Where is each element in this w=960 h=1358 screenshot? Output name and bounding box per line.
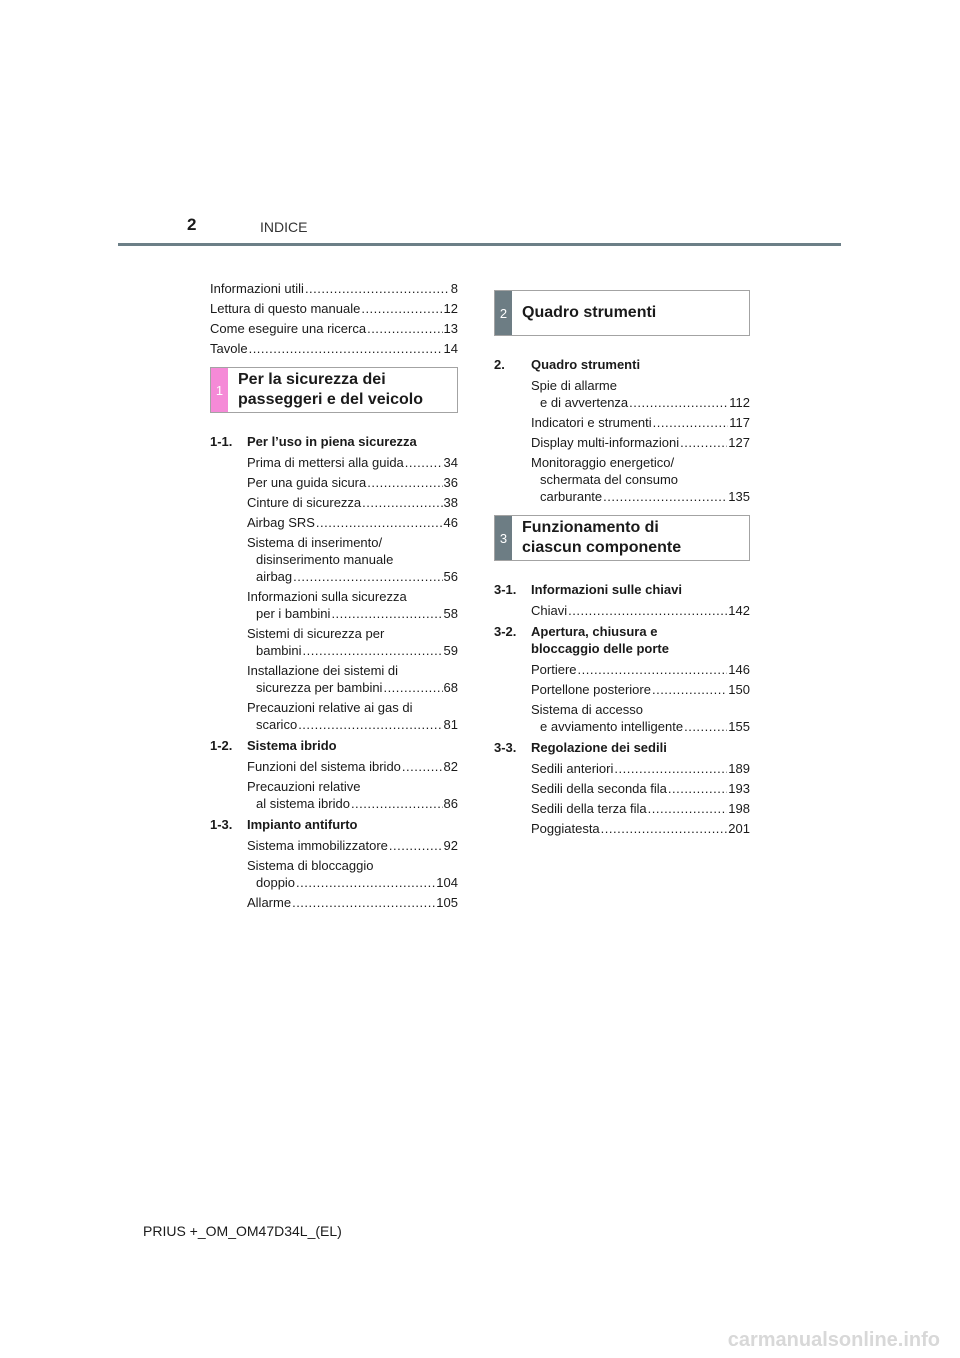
toc-entry-last-line xyxy=(247,454,458,471)
dot-leader xyxy=(614,760,727,777)
toc-page: 36 xyxy=(443,475,458,490)
toc-entry[interactable] xyxy=(247,494,458,511)
dot-leader xyxy=(389,837,443,854)
toc-entry[interactable] xyxy=(247,474,458,491)
section-title-text: Apertura, chiusura e xyxy=(531,624,658,639)
section-code: 1-2. xyxy=(210,738,233,753)
toc-page: 56 xyxy=(443,569,458,584)
toc-entry-last-line xyxy=(247,568,458,585)
section-title xyxy=(531,356,750,373)
chapter-tab: 1 xyxy=(211,368,228,412)
toc-page: 150 xyxy=(728,682,750,697)
section-title xyxy=(531,581,750,598)
toc-page: 189 xyxy=(728,761,750,776)
toc-entry[interactable] xyxy=(531,414,750,431)
toc-entry-text: Prima di mettersi alla guida xyxy=(247,455,404,470)
dot-leader xyxy=(603,488,727,505)
toc-entry-text: Poggiatesta xyxy=(531,821,600,836)
section-title xyxy=(531,623,750,657)
toc-entry-text: Sistema di bloccaggio xyxy=(247,858,374,873)
section-title-text: Regolazione dei sedili xyxy=(531,740,667,755)
toc-page: 193 xyxy=(728,781,750,796)
dot-leader xyxy=(684,718,727,735)
dot-leader xyxy=(351,795,443,812)
dot-leader xyxy=(361,300,442,317)
toc-entry-last-line xyxy=(247,514,458,531)
toc-page: 142 xyxy=(728,603,750,618)
toc-link[interactable] xyxy=(210,320,458,337)
toc-page: 82 xyxy=(443,759,458,774)
toc-page: 86 xyxy=(443,796,458,811)
toc-entry-text: Sistema di accesso xyxy=(531,702,643,717)
toc-entry-text: bambini xyxy=(256,643,302,658)
section-heading[interactable] xyxy=(210,737,458,754)
section-heading[interactable] xyxy=(210,816,458,833)
toc-page: 34 xyxy=(443,455,458,470)
toc-entry-text: airbag xyxy=(256,569,293,584)
dot-leader xyxy=(367,320,442,337)
toc-entry[interactable] xyxy=(247,857,458,891)
toc-entry[interactable] xyxy=(247,837,458,854)
toc-page: 201 xyxy=(728,821,750,836)
dot-leader xyxy=(383,679,442,696)
toc-label: Come eseguire una ricerca xyxy=(210,321,367,336)
toc-entry-text: Monitoraggio energetico/ xyxy=(531,455,675,470)
dot-leader xyxy=(578,661,728,678)
toc-entry-last-line xyxy=(247,474,458,491)
toc-page: 68 xyxy=(443,680,458,695)
toc-entry-text: Sistema di inserimento/ xyxy=(247,535,383,550)
section-heading[interactable] xyxy=(494,739,750,756)
toc-entry[interactable] xyxy=(531,780,750,797)
toc-entry-text: Sistemi di sicurezza per xyxy=(247,626,385,641)
toc-entry[interactable] xyxy=(531,661,750,678)
toc-entry-text: Portiere xyxy=(531,662,577,677)
section-title-text: Sistema ibrido xyxy=(247,738,337,753)
dot-leader xyxy=(305,280,450,297)
toc-entry-last-line xyxy=(531,800,750,817)
toc-entry-text: Precauzioni relative ai gas di xyxy=(247,700,413,715)
toc-entry-last-line xyxy=(247,642,458,659)
dot-leader xyxy=(653,414,729,431)
toc-page: 58 xyxy=(443,606,458,621)
toc-entry-text: Precauzioni relative xyxy=(247,779,361,794)
toc-entry[interactable] xyxy=(531,760,750,777)
toc-page: 104 xyxy=(436,875,458,890)
section-heading[interactable] xyxy=(210,433,458,450)
toc-entry-last-line xyxy=(247,894,458,911)
section-title-text: Per l’uso in piena sicurezza xyxy=(247,434,417,449)
toc-page: 92 xyxy=(443,838,458,853)
section-code: 3-2. xyxy=(494,624,517,639)
toc-page: 8 xyxy=(450,281,458,296)
toc-entry-last-line xyxy=(531,661,750,678)
toc-entry-text: Indicatori e strumenti xyxy=(531,415,652,430)
toc-entry-text: Chiavi xyxy=(531,603,568,618)
toc-right-column xyxy=(494,280,750,840)
toc-entry-last-line xyxy=(247,795,458,812)
dot-leader xyxy=(296,874,435,891)
chapter-title xyxy=(228,368,433,412)
toc-entry[interactable] xyxy=(247,758,458,775)
toc-entry[interactable] xyxy=(531,701,750,735)
toc-entry-text: Sedili della terza fila xyxy=(531,801,647,816)
toc-entry-text: Sedili anteriori xyxy=(531,761,614,776)
section-title xyxy=(531,739,750,756)
chapter-title-line: Quadro strumenti xyxy=(522,304,657,321)
section-code: 3-1. xyxy=(494,582,517,597)
header-rule xyxy=(118,243,841,246)
section-code: 3-3. xyxy=(494,740,517,755)
toc-entry-last-line xyxy=(247,874,458,891)
toc-link[interactable] xyxy=(210,280,458,297)
toc-entry[interactable] xyxy=(531,820,750,837)
dot-leader xyxy=(648,800,728,817)
toc-entry[interactable] xyxy=(247,534,458,585)
toc-entry-text: schermata del consumo xyxy=(540,472,679,487)
toc-entry-last-line xyxy=(531,488,750,505)
section-title-text: bloccaggio delle porte xyxy=(531,641,669,656)
chapter-tab: 2 xyxy=(495,291,512,335)
toc-page: 81 xyxy=(443,717,458,732)
toc-entry[interactable] xyxy=(531,800,750,817)
watermark: carmanualsonline.info xyxy=(727,1329,940,1351)
toc-page: 146 xyxy=(728,662,750,677)
dot-leader xyxy=(303,642,443,659)
toc-entry[interactable] xyxy=(531,434,750,451)
toc-entry-text: al sistema ibrido xyxy=(256,796,350,811)
chapter-title-line: Per la sicurezza dei xyxy=(238,371,386,388)
toc-entry-last-line xyxy=(247,605,458,622)
toc-entry-last-line xyxy=(531,820,750,837)
section-code: 1-3. xyxy=(210,817,233,832)
toc-entry-last-line xyxy=(531,760,750,777)
toc-entry-last-line xyxy=(247,837,458,854)
section-title xyxy=(247,433,458,450)
chapter-title xyxy=(512,291,666,335)
toc-page: 135 xyxy=(728,489,750,504)
page-header xyxy=(0,0,960,250)
section-code: 1-1. xyxy=(210,434,233,449)
section-title xyxy=(247,737,458,754)
toc-entry-last-line xyxy=(531,434,750,451)
chapter-title-line: passeggeri e del veicolo xyxy=(238,391,423,408)
toc-entry[interactable] xyxy=(247,699,458,733)
toc-label: Tavole xyxy=(210,341,248,356)
toc-entry-text: Portellone posteriore xyxy=(531,682,651,697)
toc-entry-text: Funzioni del sistema ibrido xyxy=(247,759,401,774)
toc-left-column xyxy=(210,280,458,914)
toc-entry[interactable] xyxy=(531,454,750,505)
chapter-title-line: Funzionamento di xyxy=(522,519,659,536)
dot-leader xyxy=(331,605,442,622)
chapter-header[interactable] xyxy=(494,515,750,561)
toc-page: 38 xyxy=(443,495,458,510)
toc-entry-last-line xyxy=(247,716,458,733)
dot-leader xyxy=(367,474,442,491)
toc-entry-text: Sedili della seconda fila xyxy=(531,781,667,796)
toc-entry[interactable] xyxy=(531,377,750,411)
toc-entry-last-line xyxy=(531,681,750,698)
toc-entry-text: Sistema immobilizzatore xyxy=(247,838,388,853)
toc-entry[interactable] xyxy=(247,514,458,531)
doc-code: PRIUS +_OM_OM47D34L_(EL) xyxy=(143,1223,342,1239)
toc-entry[interactable] xyxy=(247,662,458,696)
header-title: INDICE xyxy=(260,219,308,235)
toc-label: Informazioni utili xyxy=(210,281,304,296)
toc-label: Lettura di questo manuale xyxy=(210,301,361,316)
dot-leader xyxy=(362,494,442,511)
dot-leader xyxy=(629,394,728,411)
toc-link[interactable] xyxy=(210,340,458,357)
section-code: 2. xyxy=(494,357,505,372)
dot-leader xyxy=(316,514,443,531)
section-title-text: Quadro strumenti xyxy=(531,357,641,372)
toc-entry[interactable] xyxy=(247,588,458,622)
dot-leader xyxy=(601,820,728,837)
toc-entry[interactable] xyxy=(247,454,458,471)
toc-entry-last-line xyxy=(531,718,750,735)
toc-page: 198 xyxy=(728,801,750,816)
toc-entry-last-line xyxy=(531,414,750,431)
toc-entry-last-line xyxy=(531,602,750,619)
toc-page: 59 xyxy=(443,643,458,658)
toc-link[interactable] xyxy=(210,300,458,317)
toc-entry-text: Spie di allarme xyxy=(531,378,617,393)
section-title xyxy=(247,816,458,833)
toc-entry-text: Airbag SRS xyxy=(247,515,315,530)
chapter-header[interactable] xyxy=(210,367,458,413)
toc-entry[interactable] xyxy=(531,602,750,619)
toc-entry-last-line xyxy=(247,679,458,696)
toc-entry-text: Installazione dei sistemi di xyxy=(247,663,399,678)
section-heading[interactable] xyxy=(494,581,750,598)
dot-leader xyxy=(293,568,442,585)
toc-entry-last-line xyxy=(247,494,458,511)
toc-entry-text: e avviamento intelligente xyxy=(540,719,684,734)
toc-entry-text: Per una guida sicura xyxy=(247,475,367,490)
toc-page: 46 xyxy=(443,515,458,530)
toc-page: 112 xyxy=(729,395,750,410)
toc-page: 117 xyxy=(729,415,750,430)
toc-entry-last-line xyxy=(531,780,750,797)
toc-entry-text: Cinture di sicurezza xyxy=(247,495,362,510)
page-number: 2 xyxy=(187,215,197,234)
chapter-tab: 3 xyxy=(495,516,512,560)
section-heading[interactable] xyxy=(494,356,750,373)
toc-entry[interactable] xyxy=(247,778,458,812)
toc-entry[interactable] xyxy=(531,681,750,698)
toc-entry-text: per i bambini xyxy=(256,606,331,621)
dot-leader xyxy=(680,434,727,451)
toc-entry-text: Informazioni sulla sicurezza xyxy=(247,589,407,604)
toc-page: 14 xyxy=(443,341,458,356)
toc-entry-text: doppio xyxy=(256,875,296,890)
dot-leader xyxy=(652,681,727,698)
toc-entry-text: carburante xyxy=(540,489,603,504)
toc-entry-text: Allarme xyxy=(247,895,292,910)
dot-leader xyxy=(292,894,435,911)
toc-page: 12 xyxy=(443,301,458,316)
toc-page: 13 xyxy=(443,321,458,336)
toc-entry-text: disinserimento manuale xyxy=(256,552,394,567)
dot-leader xyxy=(668,780,727,797)
section-title-text: Impianto antifurto xyxy=(247,817,358,832)
toc-entry-last-line xyxy=(247,758,458,775)
toc-entry-text: e di avvertenza xyxy=(540,395,629,410)
section-heading[interactable] xyxy=(494,623,750,657)
chapter-header[interactable] xyxy=(494,290,750,336)
section-title-text: Informazioni sulle chiavi xyxy=(531,582,682,597)
dot-leader xyxy=(568,602,727,619)
chapter-title xyxy=(512,516,691,560)
dot-leader xyxy=(298,716,442,733)
dot-leader xyxy=(402,758,443,775)
toc-page: 105 xyxy=(436,895,458,910)
toc-entry-text: scarico xyxy=(256,717,298,732)
toc-entry-text: sicurezza per bambini xyxy=(256,680,383,695)
toc-entry-last-line xyxy=(531,394,750,411)
dot-leader xyxy=(405,454,443,471)
toc-entry[interactable] xyxy=(247,625,458,659)
toc-page: 155 xyxy=(728,719,750,734)
toc-entry[interactable] xyxy=(247,894,458,911)
toc-entry-text: Display multi-informazioni xyxy=(531,435,680,450)
dot-leader xyxy=(249,340,443,357)
chapter-title-line: ciascun componente xyxy=(522,539,682,556)
toc-page: 127 xyxy=(728,435,750,450)
